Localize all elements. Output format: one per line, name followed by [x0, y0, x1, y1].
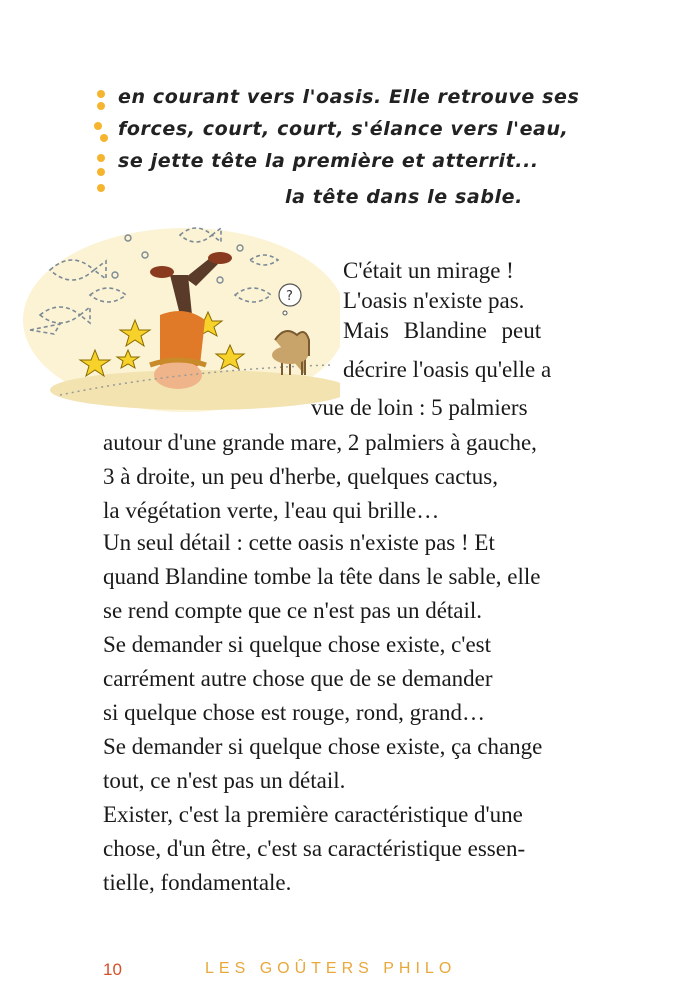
- body-line-9: Un seul détail : cette oasis n'existe pas ! Et: [103, 530, 495, 555]
- intro-line-3: se jette tête la première et atterrit...: [118, 150, 539, 172]
- body-line-12: Se demander si quelque chose existe, c'est: [103, 632, 491, 657]
- body-line-18: chose, d'un être, c'est sa caractéristique essen-: [103, 836, 526, 861]
- body-line-11: se rend compte que ce n'est pas un détail.: [103, 598, 483, 623]
- body-line-1: C'était un mirage !: [343, 258, 514, 283]
- body-line-10: quand Blandine tombe la tête dans le sable, elle: [103, 564, 541, 589]
- intro-line-4: la tête dans le sable.: [285, 186, 523, 208]
- intro-line-1: en courant vers l'oasis. Elle retrouve ses: [118, 86, 580, 108]
- body-line-4: décrire l'oasis qu'elle a: [343, 357, 552, 382]
- body-line-17: Exister, c'est la première caractéristique d'une: [103, 802, 523, 827]
- intro-line-2: forces, court, court, s'élance vers l'eau,: [118, 118, 569, 140]
- body-line-16: tout, ce n'est pas un détail.: [103, 768, 346, 793]
- body-line-3: Mais Blandine peut: [343, 318, 542, 343]
- thought-bubble-mark: ?: [286, 289, 293, 304]
- body-line-2: L'oasis n'existe pas.: [343, 288, 525, 313]
- illustration-mirage: [20, 200, 340, 415]
- decorative-dots: [94, 88, 108, 198]
- series-title: LES GOÛTERS PHILO: [205, 960, 457, 977]
- body-line-15: Se demander si quelque chose existe, ça change: [103, 734, 543, 759]
- body-line-19: tielle, fondamentale.: [103, 870, 292, 895]
- page-number: 10: [103, 960, 122, 979]
- body-line-6: autour d'une grande mare, 2 palmiers à gauche,: [103, 430, 537, 455]
- body-line-13: carrément autre chose que de se demander: [103, 666, 493, 691]
- body-line-14: si quelque chose est rouge, rond, grand…: [103, 700, 485, 725]
- body-line-7: 3 à droite, un peu d'herbe, quelques cactus,: [103, 464, 499, 489]
- body-line-5: vue de loin : 5 palmiers: [311, 395, 528, 420]
- body-line-8: la végétation verte, l'eau qui brille…: [103, 498, 440, 523]
